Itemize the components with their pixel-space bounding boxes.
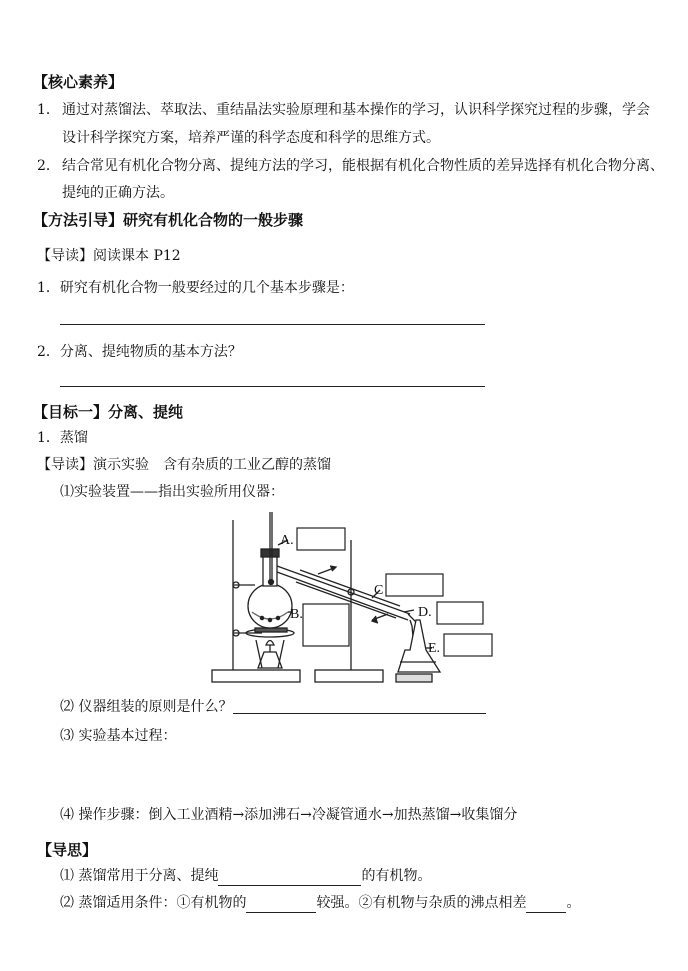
- label-c: C: [374, 583, 384, 598]
- goal1-step3: ⑶ 实验基本过程：: [60, 728, 177, 744]
- method-question-1: 1．研究有机化合物一般要经过的几个基本步骤是：: [37, 280, 354, 296]
- answer-line-assembly[interactable]: [233, 713, 486, 714]
- label-a: A.: [280, 533, 294, 548]
- goal1-sub-distillation: 1．蒸馏: [37, 430, 88, 446]
- think-2-mid: 较强。②有机物与杂质的沸点相差: [316, 895, 527, 911]
- think-1-before: ⑴ 蒸馏常用于分离、提纯: [60, 868, 219, 884]
- goal1-step1: ⑴实验装置——指出实验所用仪器：: [60, 484, 284, 500]
- think-1-after: 的有机物。: [361, 868, 432, 884]
- label-e: E.: [428, 641, 441, 656]
- think-2-blank-1[interactable]: [246, 898, 316, 913]
- answer-box-b[interactable]: [303, 604, 349, 646]
- think-2-blank-2[interactable]: [526, 898, 566, 913]
- answer-box-c[interactable]: [386, 574, 443, 596]
- label-d: D.: [418, 605, 432, 620]
- think-2-end: 。: [566, 895, 581, 911]
- think-1-blank[interactable]: [218, 871, 361, 886]
- core-item2-line1: 结合常见有机化合物分离、提纯方法的学习，能根据有机化合物性质的差异选择有机化合物分离、: [62, 158, 664, 174]
- method-question-2: 2．分离、提纯物质的基本方法？: [37, 344, 242, 360]
- goal1-step4: ⑷ 操作步骤：倒入工业酒精→添加沸石→冷凝管通水→加热蒸馏→收集馏分: [60, 807, 518, 823]
- goal1-guide: 【导读】演示实验 含有杂质的工业乙醇的蒸馏: [37, 457, 331, 473]
- core-item2-line2: 提纯的正确方法。: [62, 185, 174, 201]
- goal1-heading: 【目标一】分离、提纯: [33, 403, 184, 421]
- core-heading: 【核心素养】: [33, 73, 124, 91]
- core-item2-number: 2．: [37, 158, 60, 174]
- goal1-step2: ⑵ 仪器组装的原则是什么？: [60, 699, 233, 715]
- core-item1-line1: 通过对蒸馏法、萃取法、重结晶法实验原理和基本操作的学习，认识科学探究过程的步骤，学会: [62, 102, 650, 118]
- label-b: B.: [290, 607, 303, 622]
- method-heading: 【方法引导】研究有机化合物的一般步骤: [33, 211, 304, 229]
- think-item-1: [60, 866, 431, 886]
- answer-box-a[interactable]: [297, 528, 345, 550]
- core-item1-number: 1．: [37, 102, 60, 118]
- think-2-before: ⑵ 蒸馏适用条件：①有机物的: [60, 895, 247, 911]
- think-heading: 【导思】: [37, 841, 98, 859]
- answer-box-e[interactable]: [444, 634, 492, 656]
- think-item-2: [60, 893, 580, 913]
- answer-box-d[interactable]: [437, 602, 483, 624]
- core-item1-line2: 设计科学探究方案，培养严谨的科学态度和科学的思维方式。: [62, 130, 440, 146]
- method-guide: 【导读】阅读课本 P12: [37, 248, 181, 264]
